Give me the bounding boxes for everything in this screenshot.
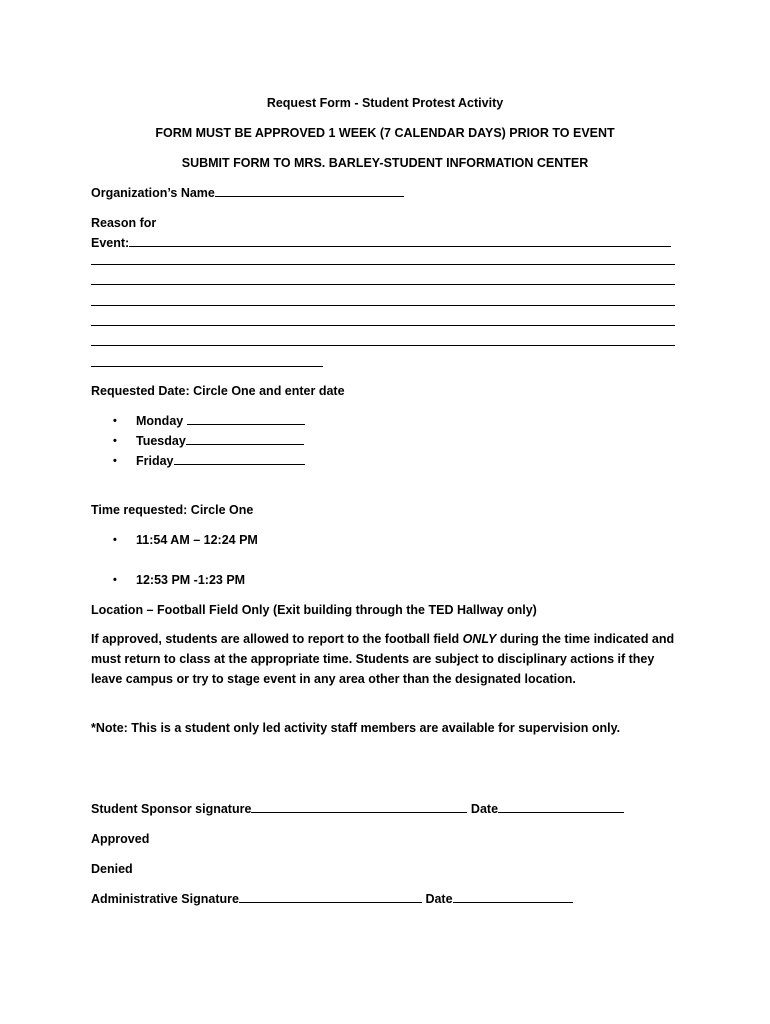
approval-text-after: during the time indicated and must return to class at the appropriate time. Students are subject to disciplinary actions if they leave campus or try to stage event in any area other than the designated location. <box>91 632 675 686</box>
reason-field-line-4[interactable] <box>91 305 675 306</box>
sponsor-date-field[interactable] <box>498 801 624 813</box>
reason-field-line-2[interactable] <box>91 264 675 265</box>
admin-signature-label: Administrative Signature <box>91 892 239 906</box>
submission-notice: SUBMIT FORM TO MRS. BARLEY-STUDENT INFORMATION CENTER <box>181 156 589 170</box>
requested-date-label: Requested Date: Circle One and enter date <box>91 384 345 398</box>
reason-field-line-3[interactable] <box>91 284 675 285</box>
day-option-monday[interactable] <box>136 413 305 429</box>
sponsor-signature-row <box>91 801 624 817</box>
day-label: Friday <box>136 454 174 468</box>
bullet-icon: • <box>113 455 117 467</box>
day-option-tuesday[interactable] <box>136 433 304 449</box>
bullet-icon: • <box>113 574 117 586</box>
bullet-icon: • <box>113 534 117 546</box>
admin-date-label: Date <box>425 892 453 906</box>
denied-option[interactable]: Denied <box>91 862 133 876</box>
approval-text-emphasis: ONLY <box>462 632 497 646</box>
approval-text-before: If approved, students are allowed to report to the football field <box>91 632 463 646</box>
organization-name-row <box>91 185 404 201</box>
form-title: Request Form - Student Protest Activity <box>266 96 504 110</box>
day-label: Monday <box>136 414 187 428</box>
reason-label-line-1: Reason for <box>91 216 157 230</box>
approval-paragraph <box>91 629 681 689</box>
bullet-icon: • <box>113 415 117 427</box>
time-option-1[interactable]: 11:54 AM – 12:24 PM <box>136 533 258 547</box>
day-option-friday[interactable] <box>136 453 305 469</box>
approval-deadline-notice: FORM MUST BE APPROVED 1 WEEK (7 CALENDAR DAYS) PRIOR TO EVENT <box>155 126 615 140</box>
reason-row <box>91 235 671 251</box>
sponsor-signature-field[interactable] <box>251 801 467 813</box>
friday-date-field[interactable] <box>174 453 305 465</box>
tuesday-date-field[interactable] <box>186 433 304 445</box>
reason-field-line-6[interactable] <box>91 345 675 346</box>
organization-name-label: Organization’s Name <box>91 186 215 200</box>
admin-date-field[interactable] <box>453 891 573 903</box>
approved-option[interactable]: Approved <box>91 832 150 846</box>
day-label: Tuesday <box>136 434 186 448</box>
time-requested-label: Time requested: Circle One <box>91 503 254 517</box>
sponsor-date-label: Date <box>470 802 499 816</box>
reason-label-line-2: Event: <box>91 236 130 250</box>
time-option-2[interactable]: 12:53 PM -1:23 PM <box>136 573 246 587</box>
admin-signature-row <box>91 891 573 907</box>
location-text: Location – Football Field Only (Exit building through the TED Hallway only) <box>91 603 537 617</box>
reason-field-line-7[interactable] <box>91 366 323 367</box>
supervision-note: *Note: This is a student only led activity staff members are available for supervision only. <box>91 721 621 735</box>
organization-name-field[interactable] <box>215 185 404 197</box>
bullet-icon: • <box>113 435 117 447</box>
admin-signature-field[interactable] <box>239 891 422 903</box>
reason-field-line-1[interactable] <box>129 235 671 247</box>
reason-field-line-5[interactable] <box>91 325 675 326</box>
monday-date-field[interactable] <box>187 413 305 425</box>
sponsor-signature-label: Student Sponsor signature <box>91 802 252 816</box>
